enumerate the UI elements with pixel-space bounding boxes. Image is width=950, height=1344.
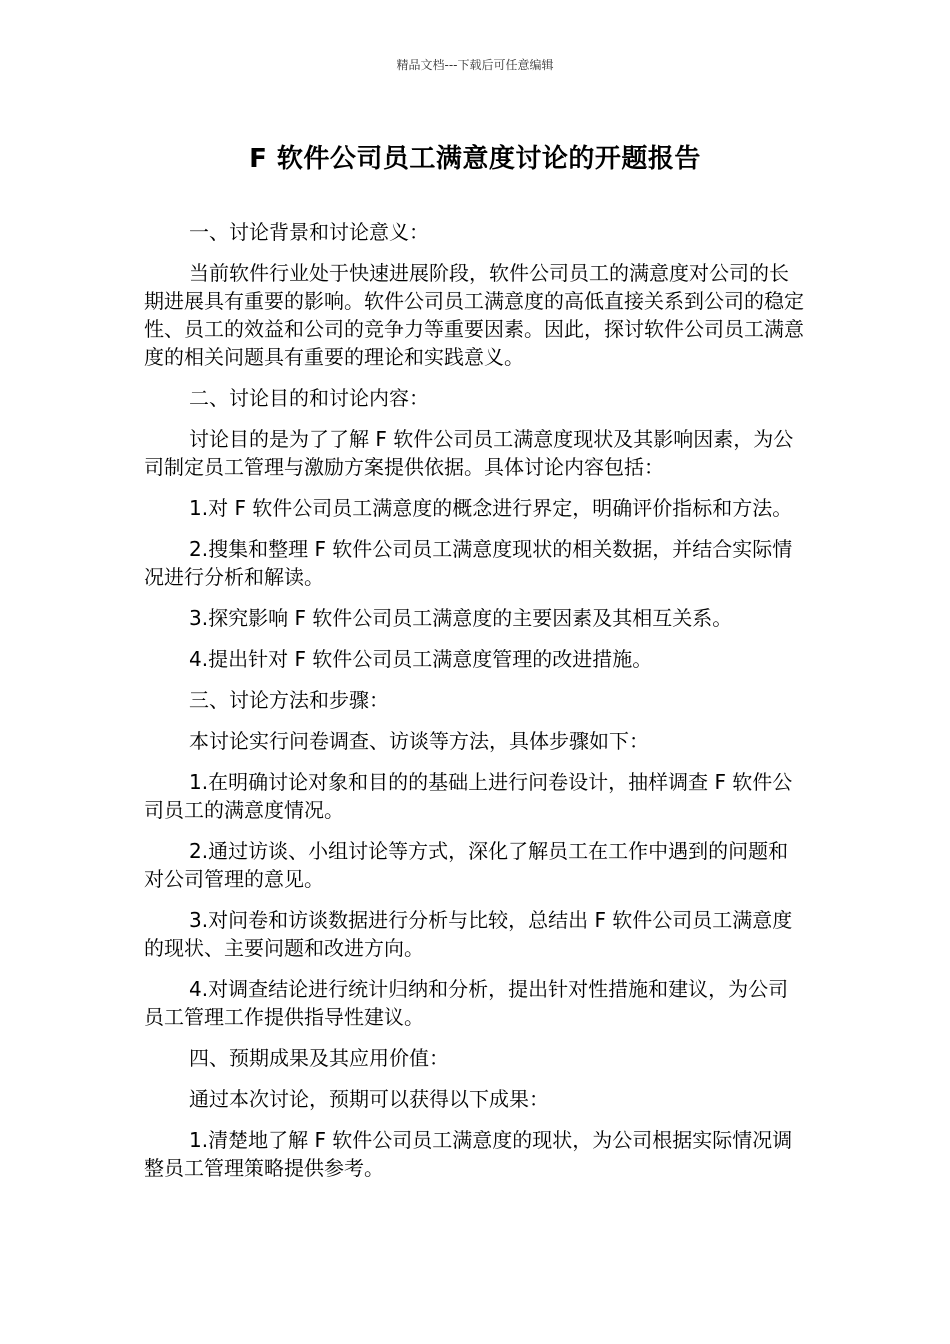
list-item: 1.在明确讨论对象和目的的基础上进行问卷设计，抽样调查 F 软件公司员工的满意度情况。	[144, 770, 793, 822]
list-item: 1.清楚地了解 F 软件公司员工满意度的现状，为公司根据实际情况调整员工管理策略提供参考。	[144, 1128, 793, 1180]
list-item: 2.通过访谈、小组讨论等方式，深化了解员工在工作中遇到的问题和对公司管理的意见。	[144, 839, 789, 891]
paragraph-outcomes: 通过本次讨论，预期可以获得以下成果：	[189, 1087, 549, 1111]
section-heading-background: 一、讨论背景和讨论意义：	[189, 220, 429, 244]
section-heading-purpose: 二、讨论目的和讨论内容：	[189, 386, 429, 410]
paragraph-purpose: 讨论目的是为了了解 F 软件公司员工满意度现状及其影响因素，为公司制定员工管理与激励方案提供依据。具体讨论内容包括：	[144, 427, 794, 479]
list-item: 1.对 F 软件公司员工满意度的概念进行界定，明确评价指标和方法。	[189, 496, 793, 520]
section-heading-outcomes: 四、预期成果及其应用价值：	[189, 1046, 449, 1070]
document-title: F 软件公司员工满意度讨论的开题报告	[249, 144, 701, 174]
list-item: 4.对调查结论进行统计归纳和分析，提出针对性措施和建议，为公司员工管理工作提供指导性建议。	[144, 977, 789, 1029]
list-item: 4.提出针对 F 软件公司员工满意度管理的改进措施。	[189, 647, 653, 671]
paragraph-background: 当前软件行业处于快速进展阶段，软件公司员工的满意度对公司的长期进展具有重要的影响。软件公司员工满意度的高低直接关系到公司的稳定性、员工的效益和公司的竞争力等重要因素。因此，探讨软件公司员工满意度的相关问题具有重要的理论和实践意义。	[144, 261, 804, 369]
paragraph-methods: 本讨论实行问卷调查、访谈等方法，具体步骤如下：	[189, 729, 649, 753]
document-body	[144, 218, 804, 1195]
section-heading-methods: 三、讨论方法和步骤：	[189, 688, 389, 712]
list-item: 2.搜集和整理 F 软件公司员工满意度现状的相关数据，并结合实际情况进行分析和解读。	[144, 537, 793, 589]
page-header-note: 精品文档---下载后可任意编辑	[396, 58, 554, 72]
list-item: 3.对问卷和访谈数据进行分析与比较，总结出 F 软件公司员工满意度的现状、主要问题和改进方向。	[144, 908, 793, 960]
list-item: 3.探究影响 F 软件公司员工满意度的主要因素及其相互关系。	[189, 606, 733, 630]
